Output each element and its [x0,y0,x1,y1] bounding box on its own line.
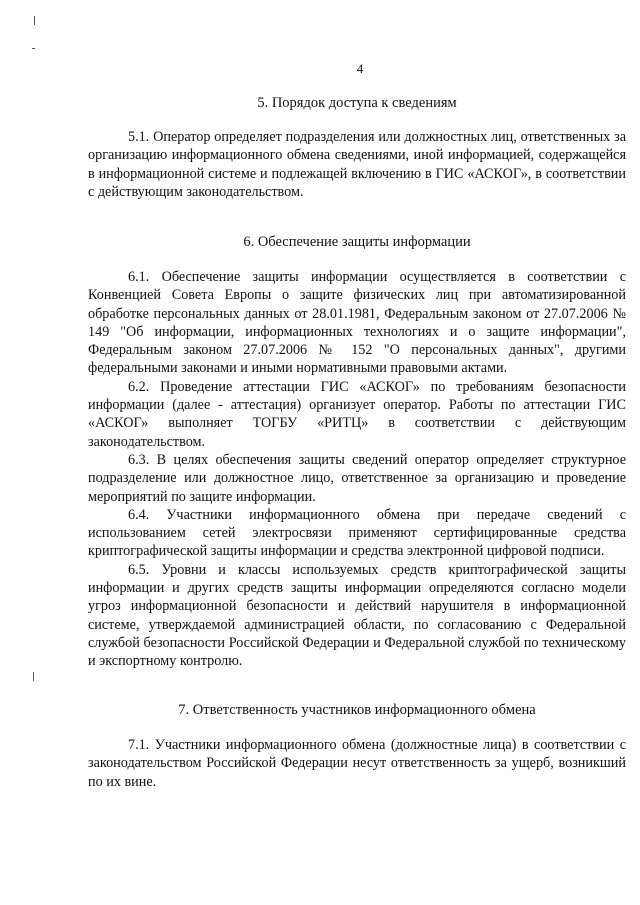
paragraph-5-1: 5.1. Оператор определяет подразделения или должностных лиц, ответственных за организацию информационного обмена сведениями, иной информацией, содержащейся в информационной системе и подлежащей включению в ГИС «АСКОГ», в соответствии с действующим законодательством. [88,129,626,200]
paragraph-6-5: 6.5. Уровни и классы используемых средств криптографической защиты информации и других средств защиты информации определяются согласно модели угроз информационной безопасности и действий нарушителя в информационной системе, утверждаемой администрацией области, по согласованию с Федеральной службой безопасности Российской Федерации и Федеральной службой по техническому и экспортному контролю. [88,561,626,670]
section-6-body [88,268,626,671]
paragraph-6-2: 6.2. Проведение аттестации ГИС «АСКОГ» по требованиям безопасности информации (далее - аттестация) организует оператор. Работы по аттестации ГИС «АСКОГ» выполняет ТОГБУ «РИТЦ» в соответствии с действующим законодательством. [88,378,626,450]
section-title-6: 6. Обеспечение защиты информации [243,234,471,250]
section-5-body [88,128,626,201]
page-number: 4 [356,61,364,76]
scan-artifact [33,672,34,681]
section-title-5: 5. Порядок доступа к сведениям [257,95,457,111]
paragraph-6-4: 6.4. Участники информационного обмена при передаче сведений с использованием сетей электросвязи применяют сертифицированные средства криптографической защиты информации и средства электронной цифровой подписи. [88,506,626,560]
paragraph-6-1: 6.1. Обеспечение защиты информации осуществляется в соответствии с Конвенцией Совета Европы о защите физических лиц при автоматизированной обработке персональных данных от 28.01.1981, Федеральным законом от 27.07.2006 № 149 "Об информации, информационных технологиях и о защите информации", Федеральным законом 27.07.2006 № 152 "О персональных данных", другими федеральными законами и иными нормативными правовыми актами. [88,269,626,377]
scan-artifact [34,16,35,25]
section-title-7: 7. Ответственность участников информационного обмена [178,702,536,718]
paragraph-7-1: 7.1. Участники информационного обмена (должностные лица) в соответствии с законодательством Российской Федерации несут ответственность за ущерб, возникший по их вине. [88,737,626,790]
paragraph-6-3: 6.3. В целях обеспечения защиты сведений оператор определяет структурное подразделение или должностное лицо, ответственное за организацию и проведение мероприятий по защите информации. [88,451,626,505]
section-7-body [88,736,626,791]
scan-artifact [32,48,35,49]
